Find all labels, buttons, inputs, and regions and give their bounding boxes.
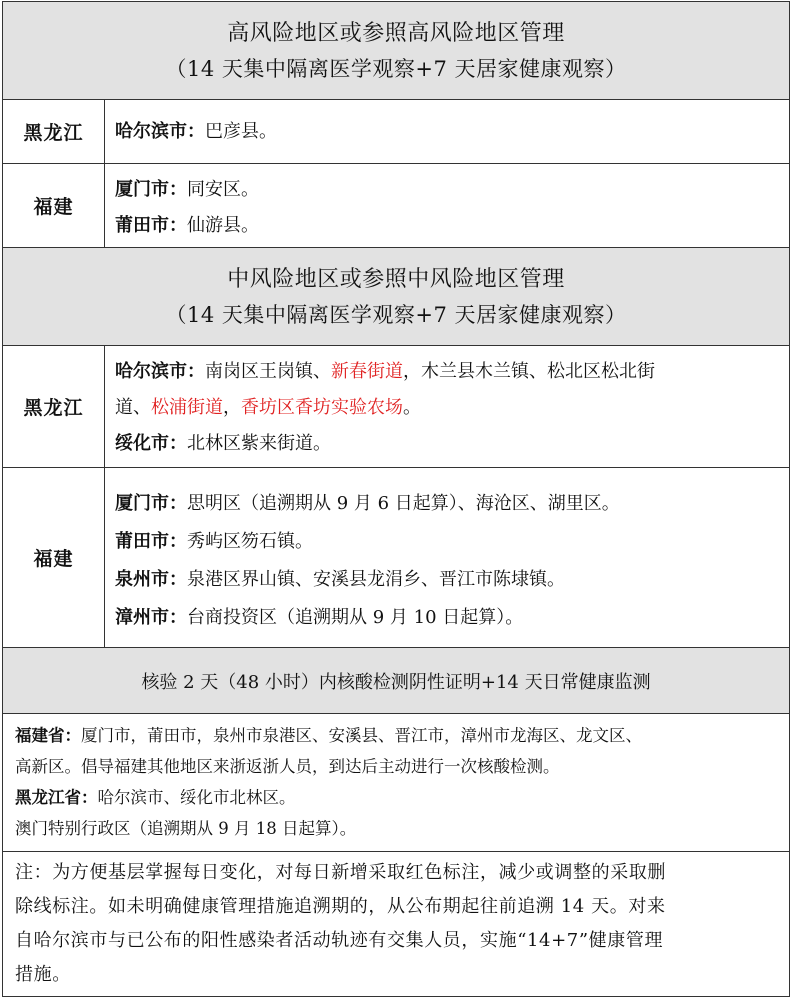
province-label: 福建 — [3, 468, 105, 647]
area-text: 哈尔滨市、绥化市北林区。 — [97, 788, 296, 807]
mid-risk-subtitle: （14 天集中隔离医学观察+7 天居家健康观察） — [165, 302, 627, 327]
city-label: 厦门市： — [115, 179, 187, 200]
city-label: 哈尔滨市： — [115, 121, 205, 142]
nucleic-test-areas — [3, 720, 789, 852]
area-text: 。 — [403, 397, 421, 418]
mid-row-fujian — [3, 468, 789, 648]
high-risk-subtitle: （14 天集中隔离医学观察+7 天居家健康观察） — [165, 56, 627, 81]
new-area-highlight: 新春街道 — [331, 361, 403, 382]
new-area-highlight: 松浦街道 — [151, 397, 223, 418]
nucleic-test-header — [3, 648, 789, 714]
area-text: 台商投资区（追溯期从 9 月 10 日起算）。 — [187, 607, 524, 628]
province-label: 黑龙江 — [3, 346, 105, 467]
mid-row-heilongjiang — [3, 346, 789, 468]
city-label: 绥化市： — [115, 433, 187, 454]
province-label: 福建 — [3, 164, 105, 247]
area-cell — [115, 118, 781, 146]
area-cell — [115, 354, 781, 462]
high-risk-title: 高风险地区或参照高风险地区管理 — [227, 20, 565, 46]
high-row-fujian — [3, 164, 789, 248]
province-label: 黑龙江 — [3, 100, 105, 163]
city-label: 莆田市： — [115, 531, 187, 552]
city-label: 厦门市： — [115, 493, 187, 514]
high-risk-header — [3, 2, 789, 100]
area-cell — [115, 485, 781, 637]
mid-risk-title: 中风险地区或参照中风险地区管理 — [227, 266, 565, 292]
province-label: 黑龙江省： — [15, 788, 98, 807]
area-text: 道、 — [115, 397, 151, 418]
area-text: 泉港区界山镇、安溪县龙涓乡、晋江市陈埭镇。 — [187, 569, 565, 590]
high-row-heilongjiang — [3, 100, 789, 164]
mid-risk-header — [3, 248, 789, 346]
area-text: 北林区紫来街道。 — [187, 433, 331, 454]
area-cell — [115, 172, 781, 244]
footnote-line: 自哈尔滨市与已公布的阳性感染者活动轨迹有交集人员，实施“14+7”健康管理 — [15, 930, 664, 951]
area-text: 思明区（追溯期从 9 月 6 日起算）、海沧区、湖里区。 — [187, 493, 620, 514]
footnote — [3, 856, 789, 996]
area-text: 高新区。倡导福建其他地区来浙返浙人员，到达后主动进行一次核酸检测。 — [15, 757, 560, 776]
city-label: 哈尔滨市： — [115, 361, 205, 382]
area-text: ， — [223, 397, 241, 418]
footnote-line: 除线标注。如未明确健康管理措施追溯期的，从公布期起往前追溯 14 天。对来 — [15, 896, 666, 917]
area-text: 澳门特别行政区（追溯期从 9 月 18 日起算）。 — [15, 819, 357, 838]
area-text: 秀屿区笏石镇。 — [187, 531, 313, 552]
footnote-line: 注：为方便基层掌握每日变化，对每日新增采取红色标注，减少或调整的采取删 — [15, 862, 666, 883]
city-label: 漳州市： — [115, 607, 187, 628]
area-text: 厦门市，莆田市，泉州市泉港区、安溪县、晋江市，漳州市龙海区、龙文区、 — [81, 726, 642, 745]
area-text: ，木兰县木兰镇、松北区松北街 — [403, 361, 655, 382]
area-text: 仙游县。 — [187, 215, 259, 236]
area-text: 同安区。 — [187, 179, 259, 200]
city-label: 莆田市： — [115, 215, 187, 236]
nucleic-test-title: 核验 2 天（48 小时）内核酸检测阴性证明+14 天日常健康监测 — [141, 671, 651, 693]
city-label: 泉州市： — [115, 569, 187, 590]
province-label: 福建省： — [15, 726, 81, 745]
new-area-highlight: 香坊区香坊实验农场 — [241, 397, 403, 418]
area-text: 巴彦县。 — [205, 121, 277, 142]
area-text: 南岗区王岗镇、 — [205, 361, 331, 382]
risk-area-table — [2, 1, 790, 997]
footnote-line: 措施。 — [15, 964, 71, 985]
